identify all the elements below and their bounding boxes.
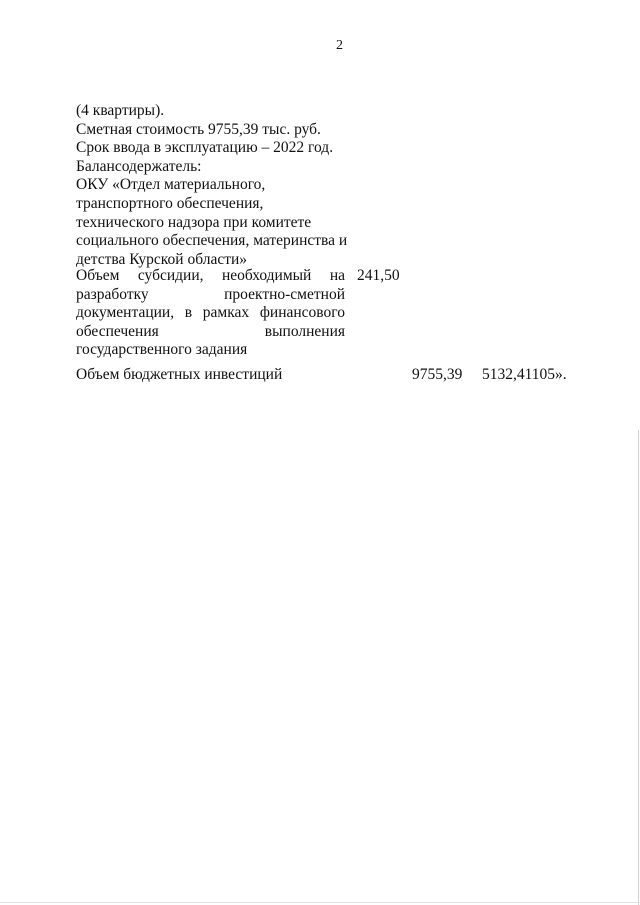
subsidy-row bbox=[76, 267, 416, 360]
object-line: Балансодержатель: bbox=[76, 157, 202, 175]
subsidy-line: документации, в рамках финансового bbox=[76, 304, 345, 321]
subsidy-description bbox=[76, 267, 345, 360]
object-line: (4 квартиры). bbox=[76, 102, 165, 119]
subsidy-line: обеспечения выполнения bbox=[76, 322, 345, 340]
subsidy-line: государственного задания bbox=[76, 341, 248, 358]
object-line: Сметная стоимость 9755,39 тыс. руб. bbox=[76, 120, 321, 138]
subsidy-value: 241,50 bbox=[357, 267, 400, 284]
object-description bbox=[76, 102, 346, 269]
scan-bottom-line bbox=[0, 902, 640, 903]
object-line: транспортного обеспечения, bbox=[76, 194, 264, 212]
investments-value-2: 5132,41105». bbox=[482, 366, 567, 383]
object-line: социального обеспечения, материнства и bbox=[76, 232, 348, 250]
scan-edge-line bbox=[638, 430, 639, 905]
subsidy-line: разработку проектно-сметной bbox=[76, 285, 345, 303]
investments-value-1: 9755,39 bbox=[412, 366, 463, 383]
object-line: ОКУ «Отдел материального, bbox=[76, 176, 266, 194]
object-line: Срок ввода в эксплуатацию – 2022 год. bbox=[76, 139, 334, 157]
subsidy-line: Объем субсидии, необходимый на bbox=[76, 267, 345, 284]
object-line: технического надзора при комитете bbox=[76, 213, 312, 231]
object-line: детства Курской области» bbox=[76, 250, 248, 268]
investments-label: Объем бюджетных инвестиций bbox=[76, 366, 283, 383]
page-number: 2 bbox=[336, 38, 343, 53]
